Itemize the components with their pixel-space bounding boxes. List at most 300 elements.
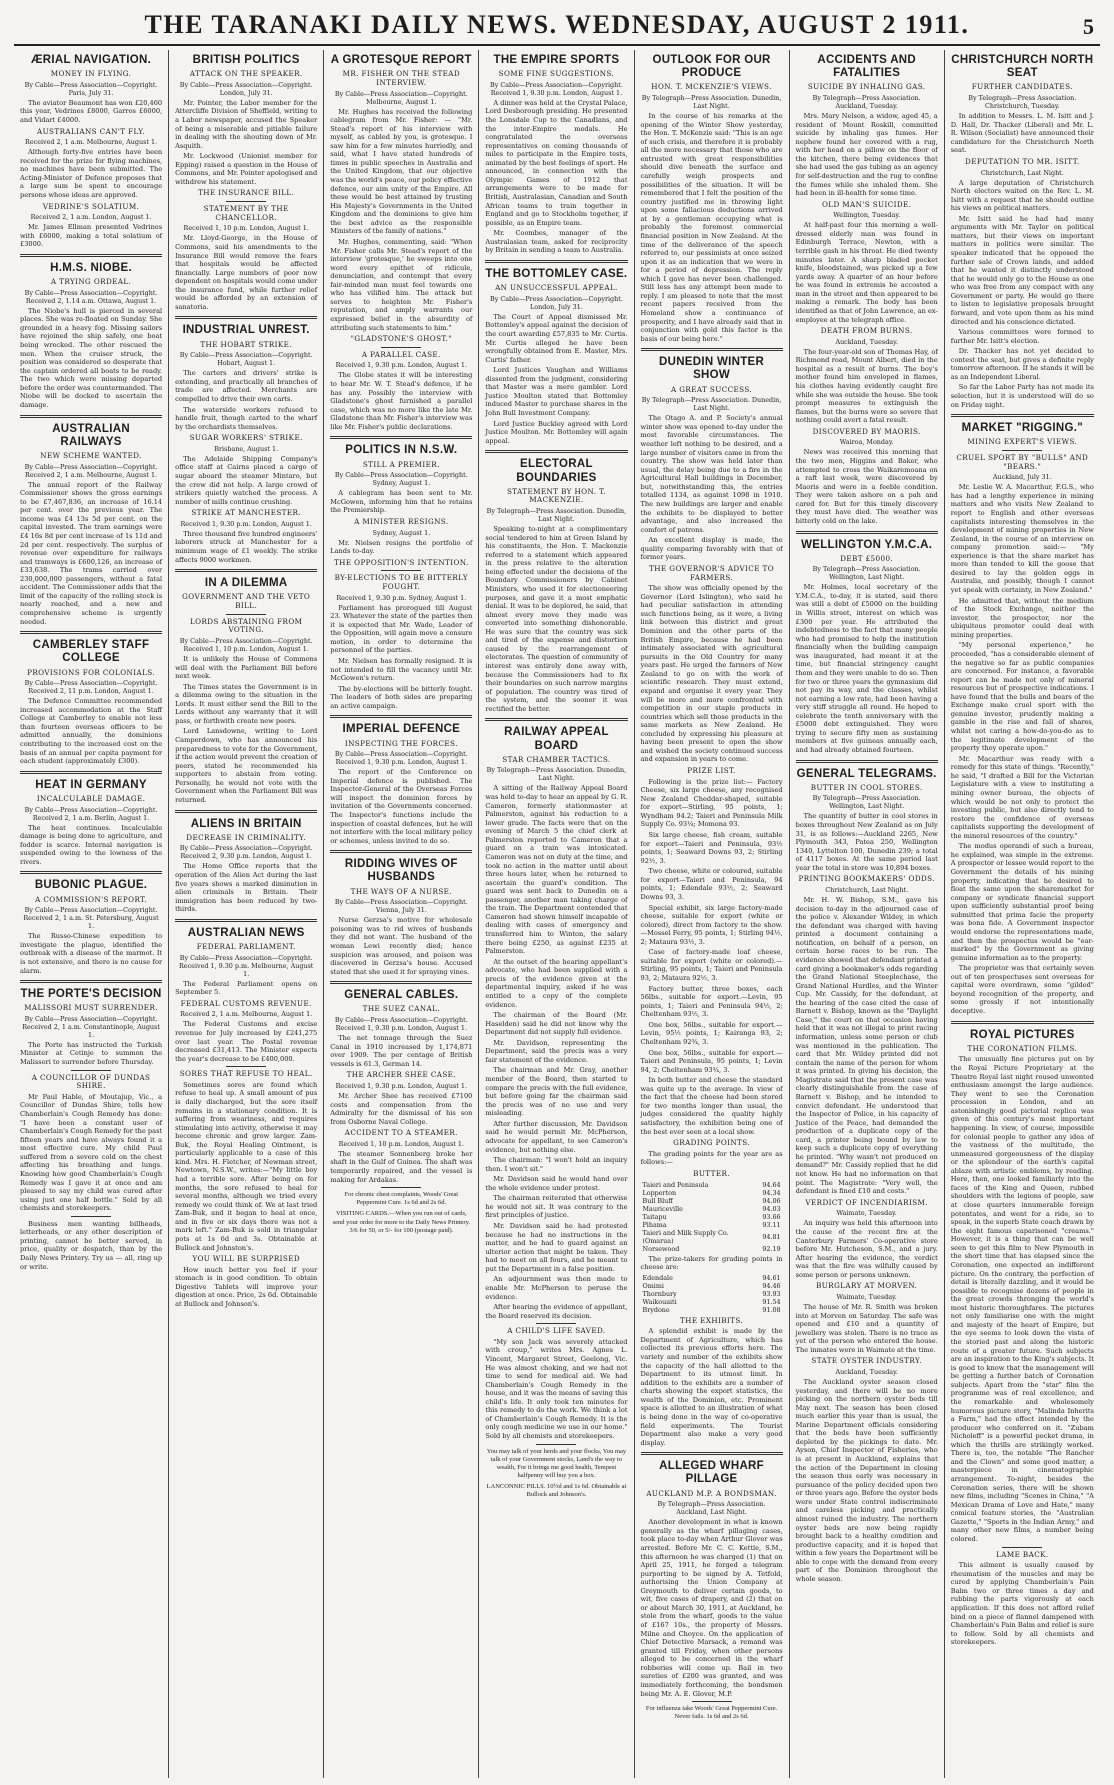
article [330, 54, 472, 431]
article-divider [175, 569, 317, 572]
article-headline: H.M.S. NIOBE. [50, 261, 132, 274]
article [641, 348, 783, 1447]
article-paragraph: An adjournment was then made to enable Mr. McPherson to peruse the evidence. [485, 1275, 628, 1301]
article-paragraph: Mr. James Ellman presented Vedrines with £6000, making a total solatium of £3000. [20, 223, 163, 249]
article-subheading: FURTHER CANDIDATES. [971, 82, 1073, 92]
article-paragraph: Mr. Holmes, local secretary of the Y.M.C.A., to-day, it is stated, said there was still a debt of £5000 on the building in Willis street, interest on which was £300 per year. He attributed the indebtedness to the fact that many people who had promised to help the institution financially when the building campaign was inaugurated, had meant it at the time, but financial stringency caught them and they were unable to do so. Then for two or three years the gymnasium did not pay its way, and the classes, whilst not earning a low rate, had been having a very stiff struggle all round. He hoped to celebrate the tenth anniversary with the £5000 debt extinguished. They were trying to secure fifty men as sustaining members at five guineas annually each, and had already obtained fourteen. [795, 583, 938, 755]
article-paragraph: The Otago A. and P. Society's annual winter show was opened to-day under the most favorable circumstances. The weather left nothing to be desired, and a large number of visitors came in from the country. The show was held later than usual, the delay being due to a fire in the Agricultural Hall buildings in December, but, notwithstanding this, the entries totalled 1134, as against 1098 in 1910. The new buildings are larger and enable the exhibits to be displayed to better advantage, and also increased the comfort of patrons. [640, 414, 783, 534]
article-paragraph: After further discussion, Mr. Davidson said he would permit Mr. McPherson, advocate for appellant, to see Cameron's evidence, but nothing else. [485, 1119, 628, 1154]
article-paragraph: The four-year-old son of Thomas Hay, of Richmond road, Mount Albert, died in the hospital as a result of burns. The boy's mother found him enveloped in flames, his clothes having evidently caught fire while she was outside the house. She took prompt measures to extinguish the flames, but the burns were so severe that nothing could avert a fatal result. [795, 347, 938, 425]
article-paragraph: Mr. Archer Shee has received £7100 costs and compensation from the Admiralty for the dismissal of his son from Osborne Naval College. [330, 1092, 473, 1126]
article-subheading: CRUEL SPORT BY "BULLS" AND "BEARS." [956, 453, 1089, 471]
factory-name: Edendale [642, 1273, 673, 1282]
article [485, 260, 627, 445]
dateline: By Cable—Press Association—Copyright. Received 1, 9.30 p.m. London, August 1. [334, 750, 468, 767]
dateline: By Telegraph—Press Association. Wellington, Last Night. [812, 565, 921, 582]
article-subheading: SUICIDE BY INHALING GAS. [807, 82, 926, 92]
article-headline: INDUSTRIAL UNREST. [182, 324, 310, 337]
article [485, 450, 627, 713]
article-divider [796, 760, 938, 763]
article-headline: THE PORTE'S DECISION [20, 988, 162, 1001]
article-paragraph: The Home Office reports that the operation of the Alien Act during the last five years shows a marked diminution in alien criminals in Britain. Their immigration has been reduced by two-thirds. [175, 862, 318, 914]
section-rule [226, 1066, 266, 1067]
article-subheading: THE HOBART STRIKE. [200, 339, 293, 349]
article-paragraph: The unusually fine pictures put on by the Royal Picture Proprietary at the Theatre Royal last night roused unwonted enthusiasm amongst the large audience. They went to see the Coronation procession in London, and an astonishingly good pictorial replica was given of this century's most important happening. In view, of course, impossible for colonial people to gather any idea of the vastness of the multitude, the unmeasured gorgeousness of the display or the splendour of the earth's capital ablaze with artistic emblems, by reading. Here, then, one looked familiarly into the faces of the King and Queen, rubbed shoulders with the legions of people, saw at close quarters innumerable foreign potentates, and went for a ride, so to speak, in the superb State coach drawn by the eight famous caparisoned "creams." However, it is a thing that can be well seen to get this film to New Plymouth in the short time that has elapsed since the Coronation, one expected an indifferent picture. On the contrary, the perfection of detail is literally dazzling, and it would be possible to recognise dozens of people in the great crowds thronging the world's most historic thoroughfares. The pictures not only familiarise one with the might and majesty of the heart of Empire, but the eye seems to look down the vista of the storied past and along the historic route of a greater future. Such subjects are an inspiration to the King's subjects. It is good to know that the management will be getting a further batch of Coronation subjects. Apart from the "star" film the programme was of real excellence, and the remarkable and wholesomely humorous picture story, "Malinda Inherits a Farm," had the effect intended by the producer who conferred on it. "Zubam Nicholeff" is a powerful pocket drama, in which the thrills are strikingly worked. There is, too, the notable "The Rancher and the Clown" and some good matter, a masterpiece in cinematographic arrangement. To-night, besides the Coronation series, there will be shown new films, including "Scenes in China," "A Mexican Drama of Love and Hate," many comical feature stories, the "Australian Gazette," "Sports in the Indian Army," and many other new films, a number being colored. [950, 1055, 1094, 1543]
article-subheading: DEPUTATION TO MR. ISITT. [965, 156, 1080, 166]
section-rule [71, 1070, 111, 1071]
article-subheading: GOVERNMENT AND THE VETO BILL. [182, 592, 311, 611]
article-paragraph: Following is the prize list:— Factory Cheese, six large cheese, any recognised New Zealand Cheddar-shaped, suitable for export—Stirling, 95 points, 1; Wyndham 94.2; Taieri and Peninsula Milk Supply Co. 93¼; Momona 93. [640, 777, 783, 829]
dateline: By Telegraph—Press Association. Auckland, Last Night. [657, 1500, 766, 1517]
article-headline: BUBONIC PLAGUE. [34, 879, 148, 892]
article-subheading: MALISSORI MUST SURRENDER. [24, 1003, 158, 1013]
article-subheading: THE EXHIBITS. [679, 1315, 744, 1325]
article-subheading: AUCKLAND M.P. A BONDSMAN. [646, 1488, 777, 1498]
article-headline: DUNEDIN WINTER SHOW [658, 356, 765, 382]
article-paragraph: So far the Labor Party has not made its selection, but it is understood will do so on Friday night. [950, 383, 1094, 409]
article [175, 810, 317, 914]
article-paragraph: Mr. Isitt said he had had many arguments with Mr. Taylor on political matters, but their views on important matters in politics were similar. The speaker indicated that he opposed the further sale of Crown lands, and added that he wanted it distinctly understood that he would only go to the House as one who was free from any compact with any Government or party. He would go there to listen to legislative proposals brought forward, and vote upon them as his mind directed and his conscience dictated. [950, 214, 1094, 326]
article-paragraph: "My son Jack was severely attacked with croup," writes Mrs. Agnes L. Vincent, Margaret Street, Geelong, Vic. He was almost choking, and we had not time to send for medical aid. We had Chamberlain's Cough Remedy in the house, and it was the means of saving this child's life. It only took ten minutes for this remedy to do the work. We think a lot of Chamberlain's Cough Remedy. It is the only cough medicine we use in our home." Sold by all chemists and storekeepers. [485, 1337, 628, 1441]
factory-name: Taieri and Peninsula [642, 1180, 709, 1189]
factory-name: Lopperton [642, 1188, 677, 1197]
article-paragraph: Two cheese, white or coloured, suitable for export—Taieri and Peninsula, 94 points, 1; Edendale 93½, 2; Seaward Downs 93, 3. [640, 867, 783, 901]
article-divider [20, 980, 162, 983]
dateline: By Cable—Press Association—Copyright. Paris, July 31. [24, 80, 158, 97]
article-subheading: NEW SCHEME WANTED. [40, 450, 142, 460]
factory-name: Mauriceville [642, 1204, 683, 1213]
article-divider [796, 531, 938, 534]
article [796, 531, 938, 755]
dateline: Received 2, 1 a.m. Melbourne, August 1. [25, 138, 158, 147]
article-subheading: SOME FINE SUGGESTIONS. [498, 69, 615, 79]
dateline: By Cable—Press Association—Copyright. Received 2, 11 p.m. London, August 1. [24, 679, 158, 696]
article-paragraph: After hearing the evidence of appellant, the Board reserved its decision. [485, 1303, 628, 1320]
section-rule [1002, 1547, 1042, 1548]
article-headline: ROYAL PICTURES [970, 1028, 1075, 1041]
article-divider [175, 919, 317, 922]
article-paragraph: The report of the Conference on Imperial defence is published. The Inspector-General of the Overseas Forces will inspect the dominion forces by invitation of the Governments concerned. The Inspector's functions include the inspection of coastal defences, but he will not interfere with the local military policy or schemes, unless invited to do so. [330, 768, 473, 845]
dateline: Brisbane, August 1. [214, 444, 279, 453]
article-subheading: PRINTING BOOKMAKERS' ODDS. [798, 874, 935, 884]
dateline: By Telegraph—Press Association. Wellington, Last Night. [812, 794, 921, 811]
dateline: By Cable—Press Association—Copyright. Received 1, 10 p.m. London, August 1. [179, 636, 313, 653]
dateline: By Cable—Press Association—Copyright. Received 2, 1 a.m. St. Petersburg, August 1. [23, 906, 159, 931]
article [330, 715, 472, 845]
article-divider [330, 981, 472, 984]
article-divider [485, 260, 627, 263]
table-row [641, 1189, 783, 1197]
article-subheading: PROVISIONS FOR COLONIALS. [27, 667, 155, 677]
dateline: By Cable—Press Association—Copyright. London, July 31. [490, 294, 623, 311]
section-rule [692, 1701, 732, 1702]
article [330, 436, 472, 710]
article-paragraph: Various committees were formed to further Mr. Isitt's election. [950, 328, 1094, 345]
article-subheading: AUSTRALIANS CAN'T FLY. [37, 126, 146, 136]
article-headline: CHRISTCHURCH NORTH SEAT [951, 54, 1094, 80]
article-paragraph: The Niobe's hull is pierced in several places. She was re-floated on Sunday. She grounded in a heavy fog. Missing sailors have rejoined the ship safely, one boat being wrecked. The other rescued the men. When the cruiser struck, the position was considered so desperate that the captain ordered all boats to be ready. The two which were missing departed before the order was countermanded. The Niobe will be docked to ascertain the damage. [20, 306, 163, 409]
grading-points: 94.81 [762, 1232, 781, 1241]
article-paragraph: At the outset of the hearing appellant's advocate, who had been supplied with a precis of the evidence given at the departmental inquiry, asked if he was entitled to a copy of the complete evidence. [485, 957, 628, 1009]
article [20, 871, 162, 975]
article [951, 1021, 1094, 1647]
table-row [641, 1221, 783, 1229]
article-paragraph: "My personal experience," he proceeded, "has a considerable element of the negative so far as public companies are concerned. For instance, a favorable report can be made not only of mineral resources but of prospective indications. I have found that the bulls and bears of the Exchange make cruel sport with the genuine investor, prudently making a gamble in the rise and fall of shares, whilst not caring a how-do-you-do as to the legitimate development of the property they operate upon." [950, 641, 1094, 753]
article-paragraph: Mr. Nielsen has formally resigned. It is not intended to fill the vacancy until Mr. McGowen's return. [330, 656, 473, 683]
dateline: By Cable—Press Association—Copyright. Received 2, 1 a.m. Melbourne, August 1. [24, 462, 158, 479]
section-rule [536, 1323, 576, 1324]
article [796, 760, 938, 1584]
dateline: By Cable—Press Association—Copyright. Melbourne, August 1. [334, 89, 468, 106]
article-subheading: YOU WILL BE SURPRISED [192, 1254, 301, 1264]
article-subheading: BUTTER IN COOL STORES. [810, 782, 923, 792]
article [951, 414, 1094, 1015]
article-paragraph: Factory butter, three boxes, each 56lbs., suitable for export.—Levin, 95 points, 1; Taieri and Peninsula 94½, 2; Cheltenham 93½, 3. [640, 984, 783, 1019]
dateline: By Telegraph—Press Association. Dunedin, Last Night. [486, 507, 627, 523]
article-subheading: INSPECTING THE FORCES. [344, 738, 458, 748]
article-subheading: MR. FISHER ON THE STEAD INTERVIEW. [342, 69, 461, 87]
article-headline: AUSTRALIAN RAILWAYS [52, 422, 130, 448]
article-headline: BRITISH POLITICS [192, 54, 300, 66]
article-subheading: STATEMENT BY HON. T. MACKENZIE. [506, 486, 606, 505]
article-paragraph: The chairman and Mr. Gray, another member of the Board, then started to compare the precis with the full evidence, but before going far the chairman said the precis was of no use and very misleading. [485, 1066, 628, 1118]
article-headline: RIDDING WIVES OF HUSBANDS [344, 858, 458, 884]
article-divider [485, 450, 627, 453]
article-divider [951, 1021, 1094, 1024]
page-number: 5 [1083, 14, 1094, 39]
dateline: By Cable—Press Association—Copyright. Received 1, 9.30 p.m. Melbourne, August 1. [179, 953, 314, 978]
grading-points: 92.19 [762, 1244, 781, 1253]
table-row [641, 1290, 783, 1298]
column-2 [169, 50, 324, 1778]
article-paragraph: Lord Lansdowne, writing to Lord Camperdown, who has announced his preparedness to vote for the Government, if the action would prevent the creation of peers, stated he recommended his supporters to abstain from voting. Personally, he would not vote with the Government when the Parliament Bill was returned. [175, 727, 318, 804]
column-1 [14, 50, 169, 1778]
article-subheading: A MINISTER RESIGNS. [354, 516, 449, 526]
dateline: By Telegraph—Press Association. Christchurch, Tuesday. [968, 94, 1077, 111]
article [20, 980, 162, 1271]
article [175, 919, 317, 1309]
article-paragraph: This ailment is usually caused by rheumatism of the muscles and may be cured by applying Chamberlain's Pain Balm two or three times a day and rubbing the parts vigorously at each application. If this does not afford relief bind on a piece of flannel dampened with Chamberlain's Pain Balm and relief is sure to follow. Sold by all chemists and storekeepers. [950, 1561, 1094, 1647]
article-subheading: A CHILD'S LIFE SAVED. [507, 1326, 606, 1336]
article-paragraph: Mr. Davidson said he would hand over the whole evidence under protest. [485, 1175, 628, 1192]
dateline: Wairoa, Monday. [839, 438, 894, 447]
article-paragraph: The by-elections will be bitterly fought. The leaders of both sides are preparing an active campaign. [330, 684, 473, 710]
article [20, 415, 162, 627]
article-headline: THE EMPIRE SPORTS [493, 54, 620, 66]
grading-points: 91.54 [762, 1297, 781, 1306]
factory-name: Bull Bluff [642, 1196, 673, 1205]
article-paragraph: The Adelaide Shipping Company's office staff at Cairns placed a cargo of sugar aboard the steamer Mintaro, but the crew did not help. A large crowd of strikers quietly watched the process. A number of mills continue crushing. [175, 454, 318, 506]
article-paragraph: The net tonnage through the Suez Canal in 1910 increased by 1,174,871 over 1909. The per centage of British vessels is 61.3, German 14. [330, 1034, 473, 1068]
article-paragraph: Mr. Pointer, the Labor member for the Attercliffe Division of Sheffield, writing to a Labor newspaper, accused the Speaker of being a miserable and pitiable failure in dealing with the shouting down of Mr. Asquith. [175, 98, 318, 150]
article-subheading: STRIKE AT MANCHESTER. [191, 508, 302, 518]
article-subheading: "GLADSTONE'S GHOST." [350, 334, 452, 344]
article-paragraph: The Porte has instructed the Turkish Minister at Cetinje to summon the Malissori to surrender before Thursday. [20, 1040, 163, 1067]
article-paragraph: The Court of Appeal dismissed Mr. Bottomley's appeal against the decision of the court awarding £57,835 to Mr. Curtis. Mr. Curtis alleged he have been wrongfully obtained from E. Master, Mrs. Curtis' father. [485, 312, 628, 364]
dateline: Auckland, July 31. [992, 473, 1052, 482]
grading-rows [641, 1181, 783, 1253]
grading-points: 93.11 [762, 1220, 781, 1229]
section-rule [226, 201, 266, 202]
article-subheading: A GREAT SUCCESS. [670, 384, 753, 394]
table-row [641, 1213, 783, 1221]
dateline: Auckland, Tuesday. [835, 1367, 898, 1376]
article-subheading: BY-ELECTIONS TO BE BITTERLY FOUGHT. [334, 573, 469, 591]
article-subheading: FEDERAL CUSTOMS REVENUE. [180, 998, 312, 1008]
article-divider [20, 871, 162, 874]
table-row [641, 1181, 783, 1189]
table-row [641, 1205, 783, 1213]
article-paragraph: A large deputation of Christchurch North electors waited on the Rev. L. M. Isitt with a request that he should outline his views on political matters. [950, 178, 1094, 213]
dateline: By Cable—Press Association—Copyright. Received 1, 9.30 p.m. London, August 1. [334, 1016, 468, 1033]
section-rule [381, 1187, 421, 1188]
article-headline: THE BOTTOMLEY CASE. [485, 267, 628, 280]
article-subheading: STATE OYSTER INDUSTRY. [811, 1356, 922, 1366]
article [951, 54, 1094, 409]
article-paragraph: The show was officially opened by the Governor (Lord Islington), who said he had peculiar satisfaction in attending such functions being, as it were, a living link between this district and great Dominion and the other parts of the British Empire, because he had been intimately associated with agricultural pursuits in the Old Country for many years past. He urged the farmers of New Zealand to go on with the work of scientific research. They must extend, expand and organise it every year. They will be more and more confronted with competition in our staple products in countries which sell those products in the same markets as New Zealand. He concluded by expressing his pleasure at having been present to open the show and wished the society continued success and expansion in years to come. [640, 584, 783, 764]
article-divider [641, 348, 783, 351]
article-headline: IMPERIAL DEFENCE [342, 723, 461, 736]
article-subheading: LAME BACK. [996, 1549, 1049, 1559]
article-paragraph: News was received this morning that the two men, Higgins and Baker, who attempted to cross the Waikaremoana on a raft last week, were discovered by Maoris and were in a feeble condition. They were taken ashore on a pah and cared for. But for this timely discovery they must have died. The weather was bitterly cold on the lake. [795, 448, 938, 525]
article-headline: HEAT IN GERMANY [35, 778, 147, 791]
article-paragraph: The Times states the Government is in a dilemma owing to the situation in the Lords. It must either send the Bill to the Lords without any warranty that it will pass, or forthwith create new peers. [175, 682, 318, 725]
advertisement: LANCONNIC PILLS. 10½d and 1s 6d. Obtainable at Bullock and Johnson's. [486, 1483, 627, 1499]
dateline: By Cable—Press Association—Copyright. Received 2, 1 a.m. Berlin, August 1. [24, 805, 158, 822]
grading-points: 91.08 [762, 1305, 781, 1314]
article-paragraph: Although forty-five entries have been received for the prize for flying machines, no machines have been submitted. The Acting-Minister of Defence proposes that a large sum be spent to encourage persons whose ideas are approved. [20, 148, 163, 199]
article-subheading: LORDS ABSTAINING FROM VOTING. [190, 616, 303, 635]
article-paragraph: Sometimes sores are found which refuse to heal up. A small amount of pus is daily discharged, but the sore itself remains in a stationary condition. It is suffering from weariness, and requires stimulating into activity, otherwise it may become chronic and grow larger. Zam-Buk, the Royal Healing Ointment, is particularly applicable to a case of this kind. Mrs. H. Fletcher, of Newman street, Newtown, N.S.W., writes:—"My little boy had a terrible sore. After being on for months, the sore refused to heal for several months, although we tried every remedy we could think of. We at last tried Zam-Buk, and it began to heal at once, and in five or six days there was not a mark left." Zam-Buk is sold in triangular pots at 1s 6d and 3s. Obtainable at Bullock and Johnston's. [175, 1080, 318, 1252]
article-divider [641, 1452, 783, 1455]
article-paragraph: Case of factory-made loaf cheese, suitable for export (white or colored).—Stirling, 95 points, 1; Taieri and Peninsula 93, 2; Mataura 92½, 3. [640, 948, 783, 983]
dateline: Received 1, 9.30 p.m. London, August 1. [335, 361, 467, 370]
article-paragraph: Lord Justices Vaughan and Williams dissented from the judgment, considering that Master was a mere gambler. Lord Justice Moulton stated that Bottomley induced Master to purchase shares in the John Bull Investment Company. [485, 366, 628, 418]
article-subheading: MINING EXPERT'S VIEWS. [967, 437, 1078, 447]
article-subheading: VEDRINE'S SOLATIUM. [42, 201, 140, 211]
article-headline: ALLEGED WHARF PILLAGE [659, 1460, 764, 1486]
article-subheading: PRIZE LIST. [687, 766, 736, 775]
article-paragraph: The Auckland oyster season closed yesterday, and there will be no more picking on the northern oyster beds till May next. The season has been closed much earlier this year than is usual, the Marine Department officials considering that the beds have been sufficiently depleted by the pickings to date. Mr. Ayson, Chief Inspector of Fisheries, who is at present in Auckland, explains that the action of the Department in closing the season thus early was necessary in pursuance of the policy decided upon two or three years ago. Before the oyster beds were under State control indiscriminate and careless picking and practically almost ruined the industry. The northern oyster beds are now being rapidly brought back to a healthy condition and productive capacity, and it is hoped that within a few years the Department will be able to cope with the demand from every part of the Dominion throughout the whole season. [795, 1377, 938, 1583]
article-subheading: GRADING POINTS. [673, 1138, 750, 1148]
article [175, 569, 317, 804]
article-subheading: HON. T. MCKENZIE'S VIEWS. [651, 82, 772, 92]
article-paragraph: Six large cheese, fish cream, suitable for export—Taieri and Peninsula, 93½ points, 1; Seaward Downs 93, 2; Stirling 92½, 3. [640, 831, 783, 865]
article-paragraph: Nurse Gerzsa's motive for wholesale poisoning was to rid wives of husbands they did not want. The husband of the woman Lewi recently died; hence suspicion was aroused, and poison was discovered in Gerzsa's house. Accused stated that she used it for spraying vines. [330, 916, 473, 976]
article [20, 631, 162, 766]
dateline: By Telegraph—Press Association. Dunedin, Last Night. [486, 766, 627, 783]
dateline: Received 1, 9.30 p.m. London, August 1. [180, 519, 312, 528]
column-3 [324, 50, 479, 1778]
article [20, 771, 162, 867]
article-paragraph: Speaking to-night at a complimentary social tendered to him at Green Island by his constituents, the Hon. T. Mackenzie referred to a statement which appeared in the press relative to the alteration being effected under the decisions of the Boundary Commissioners by Cabinet Ministers, who used it for electioneering purposes, and gave it a most emphatic denial. It was to be deplored, he said, that almost every move they made was converted into something dishonorable. He was sure that the country was sick and tired of the expense and distortion caused by the rearrangement of electorates. The question of community of interest was entirely done away with, because the Commissioners had to fix their boundaries on such narrow margins of population. The country was tired of the system, and the sooner it was rectified the better. [485, 525, 628, 713]
article-paragraph: How much better you feel if your stomach is in good condition. To obtain Digestive Tablets will improve your digestion at once. Price, 2s 6d. Obtainable at Bullock and Johnson's. [175, 1265, 318, 1308]
dateline: Wellington, Tuesday. [833, 211, 901, 220]
dateline: Received 1, 9.30 p.m. Sydney, August 1. [336, 593, 467, 602]
article-paragraph: He admitted that, without the medium of the Stock Exchange, neither the investor, the prospector, nor the ubiquitous promoter could deal with mining properties. [950, 596, 1094, 639]
article [485, 54, 627, 255]
article-subheading: SORES THAT REFUSE TO HEAL. [179, 1069, 313, 1079]
advertisement: You may talk of your herds and your flocks, You may talk of your Government stocks, Land's the way to wealth, For it brings me good health, Tempest halfpenny will buy you a box. [486, 1447, 627, 1479]
article-headline: GENERAL TELEGRAMS. [796, 767, 937, 780]
article-paragraph: The waterside workers refused to handle fruit, though carted to the wharf by the orchardists themselves. [175, 405, 318, 431]
article-subheading: A PARALLEL CASE. [361, 349, 441, 359]
article-paragraph: The heat continues. Incalculable damage is being done to agriculture, and fodder is scarce. Internal navigation is suspended owing to the lowness of the rivers. [20, 823, 163, 866]
article-paragraph: The aviator Beaumont has won £20,460 this year, Vedrines £8000, Garros £6000, and Vidart £4000. [20, 98, 163, 124]
section-rule [381, 347, 421, 348]
article-subheading: ATTACK ON THE SPEAKER. [189, 69, 303, 79]
column-7 [945, 50, 1100, 1778]
article-subheading: DEATH FROM BURNS. [820, 326, 913, 336]
dateline: Received 1, 10 p.m. London, August 1. [338, 1139, 464, 1148]
article-paragraph: Another development in what is known generally as the wharf pillaging cases, took place to-day when Arthur Glover was arrested. Before Mr. C. C. Kettle, S.M., this afternoon he was charged (1) that on April 25, 1911, he forged a telegram purporting to be signed by A. Tetfold, authorising the Union Company at Greymouth to deliver certain goods, to wit, five cases of drapery, and (2) that on or about March 30, 1911, at Auckland, he stole from the wharf, goods to the value of £167 10s., the property of Messrs. Milne and Choyce. On the application of Chief Detective Marsack, a remand was granted till Friday, when other persons alleged to be concerned in the wharf robberies will come up. Bail in two sureties of £200 was granted, and was immediately forthcoming, the bondsmen being Mr. A. E. Glover, M.P. [640, 1518, 783, 1698]
grading-points: 94.61 [762, 1273, 781, 1282]
grading-points: 94.46 [762, 1281, 781, 1290]
article-headline: MARKET "RIGGING." [961, 422, 1084, 435]
article-paragraph: The Globe states it will be interesting to hear Mr. W. T. Stead's defence, if he has any. Possibly the interview with Gladstone's ghost furnished a parallel case, which was no more like the late Mr. Gladstone than Mr. Fisher's interview was like Mr. Fisher's public declarations. [330, 371, 473, 431]
article-divider [20, 631, 162, 634]
article-paragraph: Mr. Hughes, commenting, said: "When Mr. Fisher calls Mr. Stead's report of the interview 'grotesque,' he sweeps into one word every epithet of ridicule, denunciation, and contempt that every fair-minded man must feel towards one who has vilified him. The attack but serves to heighten Mr. Fisher's reputation, and amply warrants our expressed belief in the absurdity of attributing such statements to him." [330, 237, 473, 332]
article-divider [20, 771, 162, 774]
article-divider [175, 316, 317, 319]
article-subheading: VERDICT OF INCENDIARISM. [805, 1197, 928, 1207]
article-paragraph: Three thousand five hundred engineers' laborers struck at Manchester for a minimum wage of £1 weekly. The strike affects 9000 workmen. [175, 529, 318, 564]
article-paragraph: An inquiry was held this afternoon into the cause of the recent fire at the Canterbury Farmers' Co-operative store before Mr. Hutcheson, S.M., and a jury. After hearing the evidence, the verdict was that the fire was wilfully caused by some person or persons unknown. [795, 1219, 938, 1279]
column-5 [635, 50, 790, 1778]
article-paragraph: A dinner was held at the Crystal Palace, Lord Desborough presiding. He presented the Lonsdale Cup to the Canadians, and the inter-Empire medals. He congratulated the overseas representatives on coming thousands of miles to participate in the Empire tests, animated by the best feelings of sport. He announced, in connection with the Olympic Games of 1912 that arrangements were to be made for British, Australasian, Canadian and South African teams to train together in England and go to Stockholm together, if possible, as an Empire team. [485, 98, 628, 227]
factory-name: Brydone [642, 1305, 670, 1314]
dateline: Received 2, 1 a.m. Melbourne, August 1. [180, 1010, 313, 1019]
table-row [641, 1245, 783, 1253]
article-subheading: OLD MAN'S SUICIDE. [821, 199, 912, 209]
section-rule [536, 1444, 576, 1445]
article-paragraph: One box, 56lbs., suitable for export.—Taieri and Peninsula, 95 points, 1; Levin 94, 2; Cheltenham 93¾, 3. [640, 1048, 783, 1074]
article-paragraph: Parliament has prorogued till August 23. Whatever the state of the parties then it is expected that Mr. Wade, Leader of the Opposition, will again move a censure motion, in order to determine the personnel of the parties. [330, 603, 473, 655]
dateline: Christchurch, Last Night. [825, 886, 909, 895]
article-headline: IN A DILEMMA [204, 577, 288, 590]
article-paragraph: At half-past four this morning a well-dressed elderly man was found in Edinburgh Terrace, Newton, with a terrible gash in his throat. He died twenty minutes later. A sharp bladed pocket knife, bloodstained, was picked up a few yards away. A quarter of an hour before he was found in extremis he accosted a man in the street and then appeared to be making a remark. The body has been identified as that of John Lawrence, an ex-employee at the telegraph office. [795, 221, 938, 324]
article-subheading: THE CORONATION FILMS. [967, 1043, 1078, 1053]
advertisement: For influenza take Woods' Great Peppermint Cure. Never fails. 1s 6d and 2s 6d. [645, 1705, 778, 1721]
table-row [641, 1274, 783, 1282]
article-paragraph: Mr. Macarthur was ready with a remedy for this state of things. "Recently," he said, "I drafted a Bill for the Victorian Legislature with a view to instituting a mining owner bureau, the objects of which would be not only to protect the investing public, but also directly tend to restore the confidence of overseas capitalists supporting the development of the mineral resources of the country." [950, 754, 1094, 840]
article-subheading: A COUNCILLOR OF DUNDAS SHIRE. [31, 1072, 151, 1091]
article-subheading: THE ARCHER SHEE CASE. [346, 1070, 457, 1080]
news-columns [14, 50, 1100, 1778]
article-subheading: DEBT £5000. [840, 553, 894, 563]
article-divider [175, 810, 317, 813]
article-paragraph: A splendid exhibit is made by the Department of Agriculture, which has collected its previous efforts here. The variety and number of the exhibits show the capacity of the hall allotted to the Department to its utmost limit. In addition to the exhibits are a number of charts showing the export statistics, the wealth of the Dominion, etc. Prominent space is allotted to an illustration of what is being done in the way of co-operative field experiments. The Tourist Department also make a very good display. [640, 1327, 783, 1447]
table-row [641, 1282, 783, 1290]
article-subheading: THE OPPOSITION'S INTENTION. [333, 557, 469, 567]
section-rule [226, 614, 266, 615]
article-paragraph: The proprietor was that certainly seven out of ten prospectuses sent overseas for capital were overdrawn, some "gilded" beyond recognition of the property, and some grossly if not intentionally deceptive. [950, 964, 1094, 1016]
article-paragraph: In the course of his remarks at the opening of the Winter Show yesterday, the Hon. T. McKenzie said: "This is an age of such crisis, and therefore it is probably all the more necessary that those who are entrusted with great responsibilities should dive beneath the surface and carefully weigh prospects and possibilities of the situation. It will be remembered that I felt the position of the country justified me in throwing light upon some fallacious deductions arrived at by a gentleman occupying what is probably the foremost commercial financial position in New Zealand. At the time of the deliverance of the speech referred to, our pessimists at once seized upon it as an indication that we were in for a period of depression. The reply which I gave has never been challenged. Still less has any attempt been made to reply. I am pleased to note that the most recent papers received from the Homeland show a continuance of prosperity, and I have already said that in conjunction with gold this factor is the basis of our being here." [640, 112, 783, 343]
article-headline: WELLINGTON Y.M.C.A. [801, 538, 933, 551]
factory-name: Norsewood [642, 1244, 680, 1253]
dateline: By Cable—Press Association—Copyright. Received 1, 9.30 p.m. London, August 1. [490, 80, 623, 97]
article-paragraph: The chairman of the Board (Mr. Haselden) said he did not know why the Department did not supply full evidence. [485, 1011, 628, 1037]
article-paragraph: The Federal Customs and excise revenue for July increased by £241,275 over last year. The Postal revenue decreased £31,413. The Minister expects the year's decrease to be £400,000. [175, 1020, 318, 1063]
advertisement: VISITING CARDS.—When you run out of cards, send your order for more to the Daily News Printery. 3/6 for 50, or 5/- for 100 (postage paid). [332, 1210, 471, 1234]
article-subheading: MONEY IN FLYING. [50, 69, 132, 79]
article-divider [330, 436, 472, 439]
masthead [14, 6, 1100, 46]
dateline: By Telegraph—Press Association. Dunedin, Last Night. [641, 94, 782, 111]
article-paragraph: Mr. Hughes has received the following cablegram from Mr. Fisher: — "Mr. Stead's report of his interview with myself, as cabled by you, is grotesque. I saw him for a few minutes hurriedly, and said, what I have stated hundreds of times in public speeches in Australia and the United Kingdom, that our objective was the world's peace, our policy effective defence, our aim unity of the Empire. All these would be best attained by trusting His Majesty's Governments in the United Kingdom and the dominions to give him the best advice as the responsible Ministers of the family of nations." [330, 107, 473, 236]
article [485, 718, 627, 1499]
dateline: Auckland, Tuesday. [835, 337, 898, 346]
article-paragraph: The Russo-Chinese expedition to investigate the plague, identified the outbreak with a disease of the marmot. It is not extensive, and there is no cause for alarm. [20, 932, 163, 975]
article-subheading: STAR CHAMBER TACTICS. [502, 754, 611, 764]
article-headline: A GROTESQUE REPORT [330, 54, 472, 66]
article-paragraph: Mr. Leslie W. A. Macarthur, F.G.S., who has had a lengthy experience in mining matters and who visits New Zealand to report to English and other overseas capitalists interesting themselves in the development of mining properties in New Zealand, in the course of an interview on company promotion said:— "My experience is that the share market has more than tended to kill the goose that desired to lay the golden eggs in Australia, and possibly, though I cannot yet speak with certainty, in New Zealand." [950, 483, 1094, 595]
article-headline: AUSTRALIAN NEWS [187, 926, 305, 939]
article-paragraph: The chairman: "I won't hold an inquiry then. I won't sit." [485, 1156, 628, 1173]
table-row [641, 1197, 783, 1205]
grading-table-title: BUTTER. [693, 1168, 730, 1178]
article-headline: ELECTORAL BOUNDARIES [516, 458, 597, 484]
article-subheading: THE SUEZ CANAL. [362, 1004, 440, 1014]
dateline: By Cable—Press Association—Copyright. Received 2, 9.30 p.m. London, August 1. [179, 844, 313, 861]
article-paragraph: Lord Justice Buckley agreed with Lord Justice Moulton. Mr. Bottomley will again appeal. [485, 419, 628, 445]
article-paragraph: The modus operandi of such a bureau, he explained, was simple in the extreme. A prospector or lessee would report to the Government the details of his mining property, indicating that he desired to float the same upon the sharemarket for company or syndicate financial support upon sufficiently substantial proof being submitted that prima facie the property was bona fide. A Government inspector would endorse the representations made, and then the prospectus would be "ear-marked" by the Government as giving genuine information as to the property. [950, 842, 1094, 962]
article [20, 54, 162, 249]
article-subheading: DISCOVERED BY MAORIS. [812, 426, 921, 436]
article-divider [330, 850, 472, 853]
article [175, 316, 317, 564]
factory-name: Taitapu [642, 1212, 667, 1221]
dateline: Received 1, 10 p.m. London, August 1. [183, 224, 309, 233]
article-paragraph: One box, 56lbs., suitable for export.—Levin, 95½ points, 1; Kairanga 93, 2; Cheltenham 92¾, 3. [640, 1020, 783, 1046]
grading-table [641, 1170, 783, 1253]
article-paragraph: Mr. Lockwood (Unionist member for Epping) raised a question in the House of Commons, and Mr. Pointer apologised and withdrew his statement. [175, 152, 318, 186]
dateline: Waimate, Tuesday. [836, 1209, 897, 1218]
article-subheading: AN UNSUCCESSFUL APPEAL. [495, 283, 618, 293]
article-headline: ACCIDENTS AND FATALITIES [817, 54, 917, 80]
article-paragraph: Mr. Nielsen resigns the portfolio of Lands to-day. [330, 538, 473, 556]
article-paragraph: The carters and drivers' strike is extending, and practically all branches of trade are affected. Merchants are compelled to drive their own carts. [175, 369, 318, 404]
dateline: Received 2, 1 a.m. London, August 1. [30, 213, 152, 222]
article-paragraph: Mr. H. W. Bishop, S.M., gave his decision to-day in the adjourned case of the police v. Alexander Wildey, in which the defendant was charged with having printed a document containing a notification, on behalf of a person, on certain horse races to be run. The evidence showed that defendant printed a card giving a bookmaker's odds regarding the Grand National Steeplechase, the Grand National Hurdles, and the Winter Cup. Mr. Cassidy, for the defendant, at the hearing of the case cited the case of Barnett v. Bishop, known as the "Daylight Case," the court on that occasion having held that it was not illegal to print racing information, unless some person or club was mentioned in the publication. The card that Mr. Wildey printed did not contain the name of the person for whom it was printed. In giving his decision, the Magistrate said that the present case was clearly distinguishable from the case of Barnett v. Bishop, and he intended to convict defendant. He understood that the Inspector of Police, in his capacity of Justice of the Peace, had demanded the production of a duplicate copy of the card, a printer being bound by law to keep such a duplicate copy of everything he printed. "Why wasn't not produced on demand?" Mr. Cassidy replied that he did not know. He had no information on that point. The Magistrate: "Very well, the defendant is fined £10 and costs." [795, 896, 938, 1196]
article-subheading: FEDERAL PARLIAMENT. [196, 941, 296, 951]
table-row [641, 1298, 783, 1306]
dateline: By Cable—Press Association—Copyright. Received 2, 1 a.m. Constantinople, August 1. [22, 1014, 160, 1039]
article [641, 1452, 783, 1721]
article-subheading: THE GOVERNOR'S ADVICE TO FARMERS. [649, 563, 775, 582]
dateline: By Telegraph—Press Association. Dunedin, Last Night. [641, 396, 782, 413]
dateline: By Cable—Press Association—Copyright. Received 2, 1.14 a.m. Ottawa, August 1. [24, 288, 158, 305]
dateline: By Cable—Press Association—Copyright. Vienna, July 31. [334, 898, 468, 915]
article-subheading: THE INSURANCE BILL. [198, 188, 295, 198]
dateline: Waimate, Tuesday. [836, 1292, 897, 1301]
table-row [641, 1306, 783, 1314]
article-subheading: SUGAR WORKERS' STRIKE. [189, 433, 303, 443]
dateline: Christchurch, Last Night. [980, 168, 1064, 177]
dateline: Received 1, 9.30 p.m. London, August 1. [335, 1082, 467, 1091]
article-subheading: THE WAYS OF A NURSE. [350, 886, 452, 896]
article-divider [485, 718, 627, 721]
article [641, 54, 783, 343]
article [330, 850, 472, 976]
article-subheading: ACCIDENT TO A STEAMER. [344, 1128, 458, 1138]
article-paragraph: Business men wanting billheads, letterheads, or any other description of printing, cannot be better served, in price, quality or despatch, than by the Daily News Printery. Try us — all, ring up or write. [20, 1219, 163, 1271]
article-headline: ALIENS IN BRITAIN [190, 817, 302, 830]
article-paragraph: In addition to Messrs. L. M. Isitt and J. D. Hall, Dr. Thacker (Liberal) and Mr. L. R. Wilson (Socialist) have announced their candidature for the Christchurch North seat. [950, 112, 1094, 155]
article-paragraph: The annual report of the Railway Commissioner shows the gross earnings to be £7,467,836, an increase of 16.14 per cent. over the previous year. The income was £4 13s 5d per cent. on the capital invested. The tram earnings were £4 16s 8d per cent increase of 1s 11d and 2d per cent. respectively. The surplus of revenue over expenditure for railways and tramways is £600,126, an increase of £33,638. The trams carried over 230,000,000 passengers, without a fatal accident. The Commissioner adds that the limit of the capacity of the rolling stock is nearly reached, and a new and comprehensive scheme is urgently needed. [20, 480, 163, 626]
article [796, 54, 938, 526]
dateline: By Cable—Press Association—Copyright. Sydney, August 1. [334, 471, 468, 488]
